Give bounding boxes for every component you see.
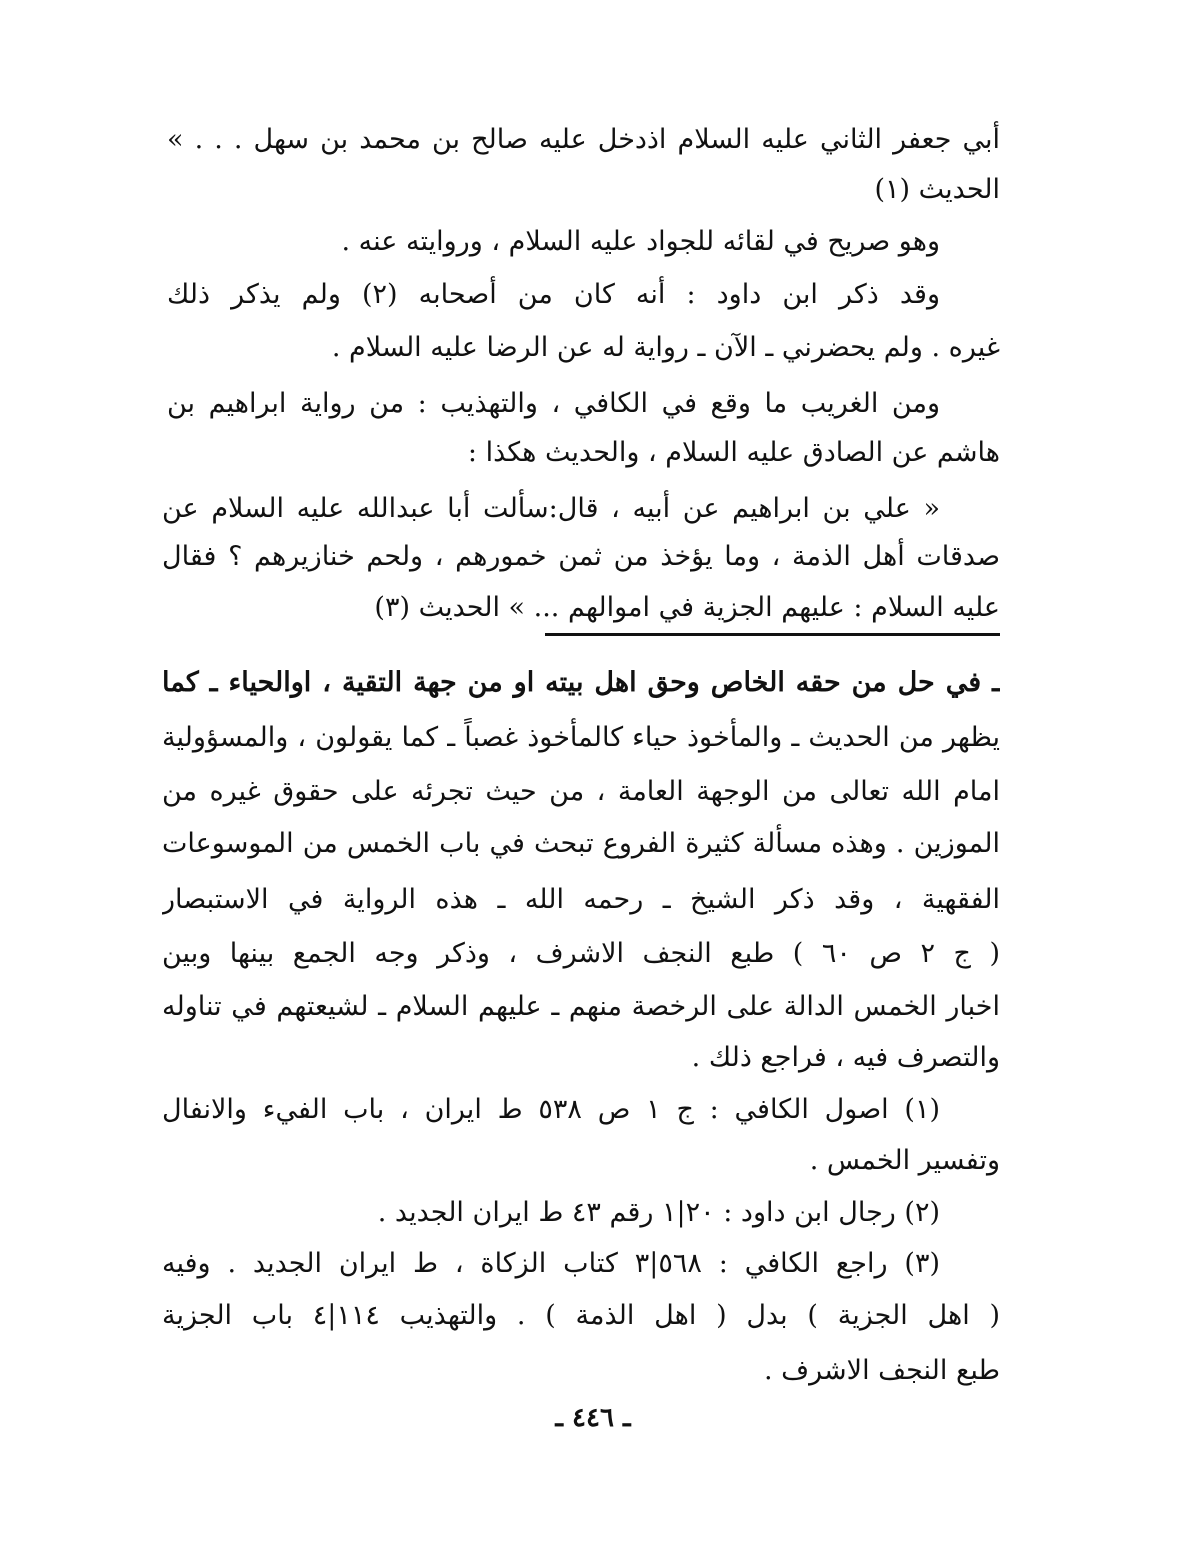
continuation-note-line: الفقهية ، وقد ذكر الشيخ ـ رحمه الله ـ هذه الرواية في الاستبصار xyxy=(162,884,1000,915)
continuation-note-line: اخبار الخمس الدالة على الرخصة منهم ـ عليهم السلام ـ لشيعتهم في تناوله xyxy=(162,991,1000,1022)
main-text-line: صدقات أهل الذمة ، وما يؤخذ من ثمن خمورهم ، ولحم خنازيرهم ؟ فقال xyxy=(162,541,1000,572)
continuation-note-line: يظهر من الحديث ـ والمأخوذ حياء كالمأخوذ غصباً ـ كما يقولون ، والمسؤولية xyxy=(162,722,1000,753)
main-text-line: ومن الغريب ما وقع في الكافي ، والتهذيب : من رواية ابراهيم بن xyxy=(167,388,940,419)
main-text-line: الحديث (١) xyxy=(874,174,1000,205)
continuation-note-line: والتصرف فيه ، فراجع ذلك . xyxy=(691,1042,1000,1073)
main-text-line: غيره . ولم يحضرني ـ الآن ـ رواية له عن الرضا عليه السلام . xyxy=(331,332,1000,363)
main-text-line: وهو صريح في لقائه للجواد عليه السلام ، وروايته عنه . xyxy=(341,226,940,257)
footnote-3: (٣) راجع الكافي : ٥٦٨|٣ كتاب الزكاة ، ط ايران الجديد . وفيه xyxy=(162,1248,940,1279)
continuation-note-line: امام الله تعالى من الوجهة العامة ، من حيث تجرئه على حقوق غيره من xyxy=(162,776,1000,807)
footnote-1: (١) اصول الكافي : ج ١ ص ٥٣٨ ط ايران ، باب الفيء والانفال xyxy=(162,1094,940,1125)
footnote-3-continued: طبع النجف الاشرف . xyxy=(764,1355,1000,1386)
footnote-1-continued: وتفسير الخمس . xyxy=(809,1145,1000,1176)
main-text-line: عليه السلام : عليهم الجزية في اموالهم ... » الحديث (٣) xyxy=(374,592,1000,623)
continuation-note-line: ـ في حل من حقه الخاص وحق اهل بيته او من جهة التقية ، اوالحياء ـ كما xyxy=(162,667,1000,698)
main-text-line: وقد ذكر ابن داود : أنه كان من أصحابه (٢) ولم يذكر ذلك xyxy=(167,279,940,310)
footnote-separator xyxy=(545,633,1000,636)
footnote-2: (٢) رجال ابن داود : ٢٠|١ رقم ٤٣ ط ايران الجديد . xyxy=(377,1197,940,1228)
footnote-3-continued: ( اهل الجزية ) بدل ( اهل الذمة ) . والتهذيب ١١٤|٤ باب الجزية xyxy=(162,1300,1000,1331)
page-number: ـ ٤٤٦ ـ xyxy=(555,1403,631,1433)
continuation-note-line: ( ج ٢ ص ٦٠ ) طبع النجف الاشرف ، وذكر وجه الجمع بينها وبين xyxy=(162,938,1000,969)
continuation-note-line: الموزين . وهذه مسألة كثيرة الفروع تبحث في باب الخمس من الموسوعات xyxy=(162,828,1000,859)
main-text-line: « علي بن ابراهيم عن أبيه ، قال:سألت أبا عبدالله عليه السلام عن xyxy=(162,493,940,524)
main-text-line: هاشم عن الصادق عليه السلام ، والحديث هكذا : xyxy=(467,437,1000,468)
main-text-line: أبي جعفر الثاني عليه السلام اذدخل عليه صالح بن محمد بن سهل . . . » xyxy=(167,124,1000,155)
